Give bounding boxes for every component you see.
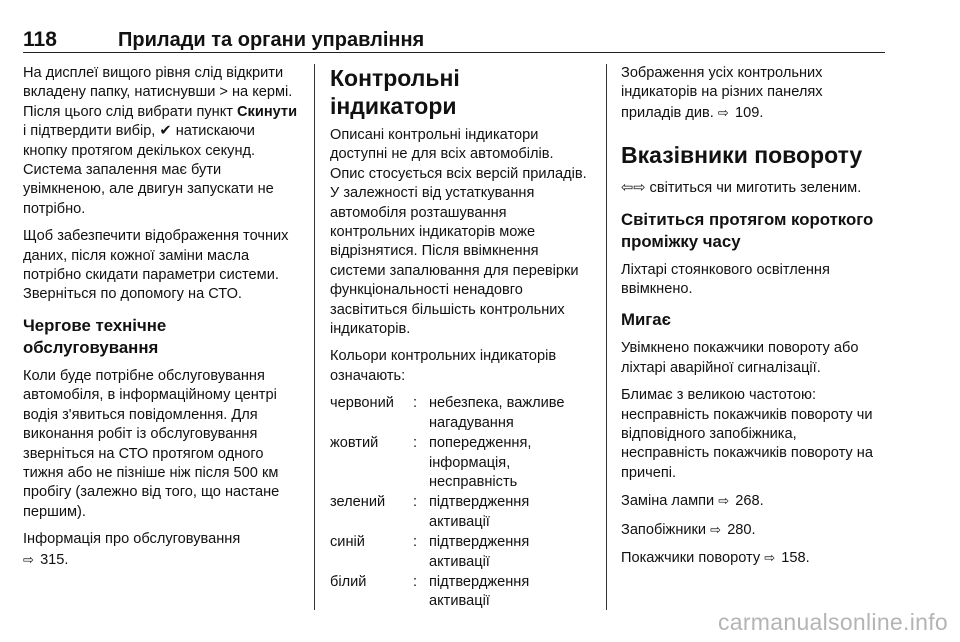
turn-signal-icon: ⇦⇨ (621, 180, 646, 197)
subheading-service: Чергове технічне обслуговування (23, 315, 167, 357)
reference-arrow-icon: ⇨ (710, 521, 722, 537)
page-number: 118 (23, 28, 57, 51)
color-separator: : (413, 534, 418, 551)
ref-fuses: Запобіжники ⇨ 280. (621, 521, 756, 538)
reference-arrow-icon: ⇨ (23, 551, 34, 567)
color-row (330, 434, 592, 492)
color-name: жовтий (330, 435, 379, 452)
color-separator: : (413, 395, 418, 412)
paragraph-reset: На дисплеї вищого рівня слід відкрити вкладену папку, натиснувши > на кермі. Після цього слід вибрати пункт Скинути і підтвердити вибір, ✔ натискаючи кнопку протягом декількох секунд. Система запалення має бути увімкненою, але двигун запускати не потрібно. (23, 65, 298, 217)
color-name: синій (330, 534, 365, 551)
color-meaning: підтвердження активації (429, 573, 530, 610)
ref-turn-signals: Покажчики повороту ⇨ 158. (621, 550, 810, 567)
paragraph-indicators-intro: Описані контрольні індикатори доступні не для всіх автомобілів. Опис стосується всіх версій приладів. У залежності від устаткування автомобіля розташування контрольних індикаторів може відрізнятися. Після ввімкнення системи запалювання для перевірки функціональності ненадовго засвітиться більшість контрольних індикаторів. (330, 127, 587, 338)
reference-arrow-icon: ⇨ (717, 104, 729, 120)
color-meaning: підтвердження активації (429, 494, 530, 530)
reference-arrow-icon: ⇨ (764, 550, 776, 566)
color-separator: : (413, 573, 418, 590)
color-separator: : (413, 494, 418, 511)
paragraph-accuracy: Щоб забезпечити відображення точних даних, після кожної заміни масла потрібно скидати параметри системи. Зверніться по допомогу на СТО. (23, 228, 289, 303)
section-heading-turn-signals: Вказівники повороту (621, 142, 863, 169)
subheading-short-light: Світиться протягом короткого проміжку часу (621, 209, 874, 251)
paragraph-parking-lights: Ліхтарі стоянкового освітлення ввімкнено. (621, 261, 830, 298)
chevron-right-icon: > (219, 84, 228, 101)
running-title: Прилади та органи управління (118, 29, 425, 51)
column-divider (606, 64, 607, 610)
color-row (330, 573, 592, 612)
paragraph-service: Коли буде потрібне обслуговування автомобіля, в інформаційному центрі водія з'явиться повідомлення. Для виконання робіт із обслуговування зверніться на СТО протягом одного тижня або не пізніше ніж після 500 км пробігу (залежно від того, що настане першим). (23, 367, 280, 520)
color-meaning: підтвердження активації (429, 534, 530, 570)
page-reference[interactable]: 280. (727, 521, 756, 538)
section-heading-indicators: Контрольні індикатори (330, 65, 460, 119)
color-row (330, 493, 592, 532)
column-left (23, 64, 300, 578)
reset-menu-item: Скинути (237, 103, 298, 120)
color-name: зелений (330, 494, 386, 511)
color-row (330, 533, 592, 572)
color-name: білий (330, 573, 367, 590)
page-reference[interactable]: 109. (734, 104, 764, 121)
ref-bulb-replacement: Заміна лампи ⇨ 268. (621, 493, 764, 510)
checkmark-icon: ✔ (159, 123, 172, 140)
page-reference[interactable]: 268. (735, 493, 764, 510)
reference-arrow-icon: ⇨ (718, 493, 730, 509)
color-meaning: небезпека, важливе нагадування (429, 395, 565, 431)
color-meaning-table (330, 394, 592, 611)
column-divider (314, 64, 315, 610)
paragraph-service-ref: Інформація про обслуговування ⇨ 315. (23, 531, 241, 568)
page-header (23, 28, 885, 53)
page-reference[interactable]: 158. (781, 550, 810, 567)
color-meaning: попередження, інформація, несправність (429, 435, 532, 490)
color-name: червоний (330, 395, 394, 412)
color-separator: : (413, 435, 418, 452)
paragraph-panels-ref: Зображення усіх контрольних індикаторів на різних панелях приладів див. ⇨ 109. (621, 65, 823, 121)
page-reference[interactable]: 315. (40, 551, 69, 568)
subheading-flashing: Мигає (621, 310, 671, 330)
color-row (330, 394, 592, 433)
column-right (621, 64, 886, 577)
watermark: carmanualsonline.info (717, 609, 948, 635)
column-middle (330, 64, 592, 613)
paragraph-fast-flash: Блимає з великою частотою: несправність покажчиків повороту чи відповідного запобіжника, несправність покажчиків повороту на причепі. (621, 387, 873, 481)
paragraph-hazard: Увімкнено покажчики повороту або ліхтарі аварійної сигналізації. (621, 340, 859, 376)
paragraph-turn-signal-icon: ⇦⇨ світиться чи миготить зеленим. (621, 180, 862, 197)
paragraph-colors-intro: Кольори контрольних індикаторів означають: (330, 348, 557, 384)
